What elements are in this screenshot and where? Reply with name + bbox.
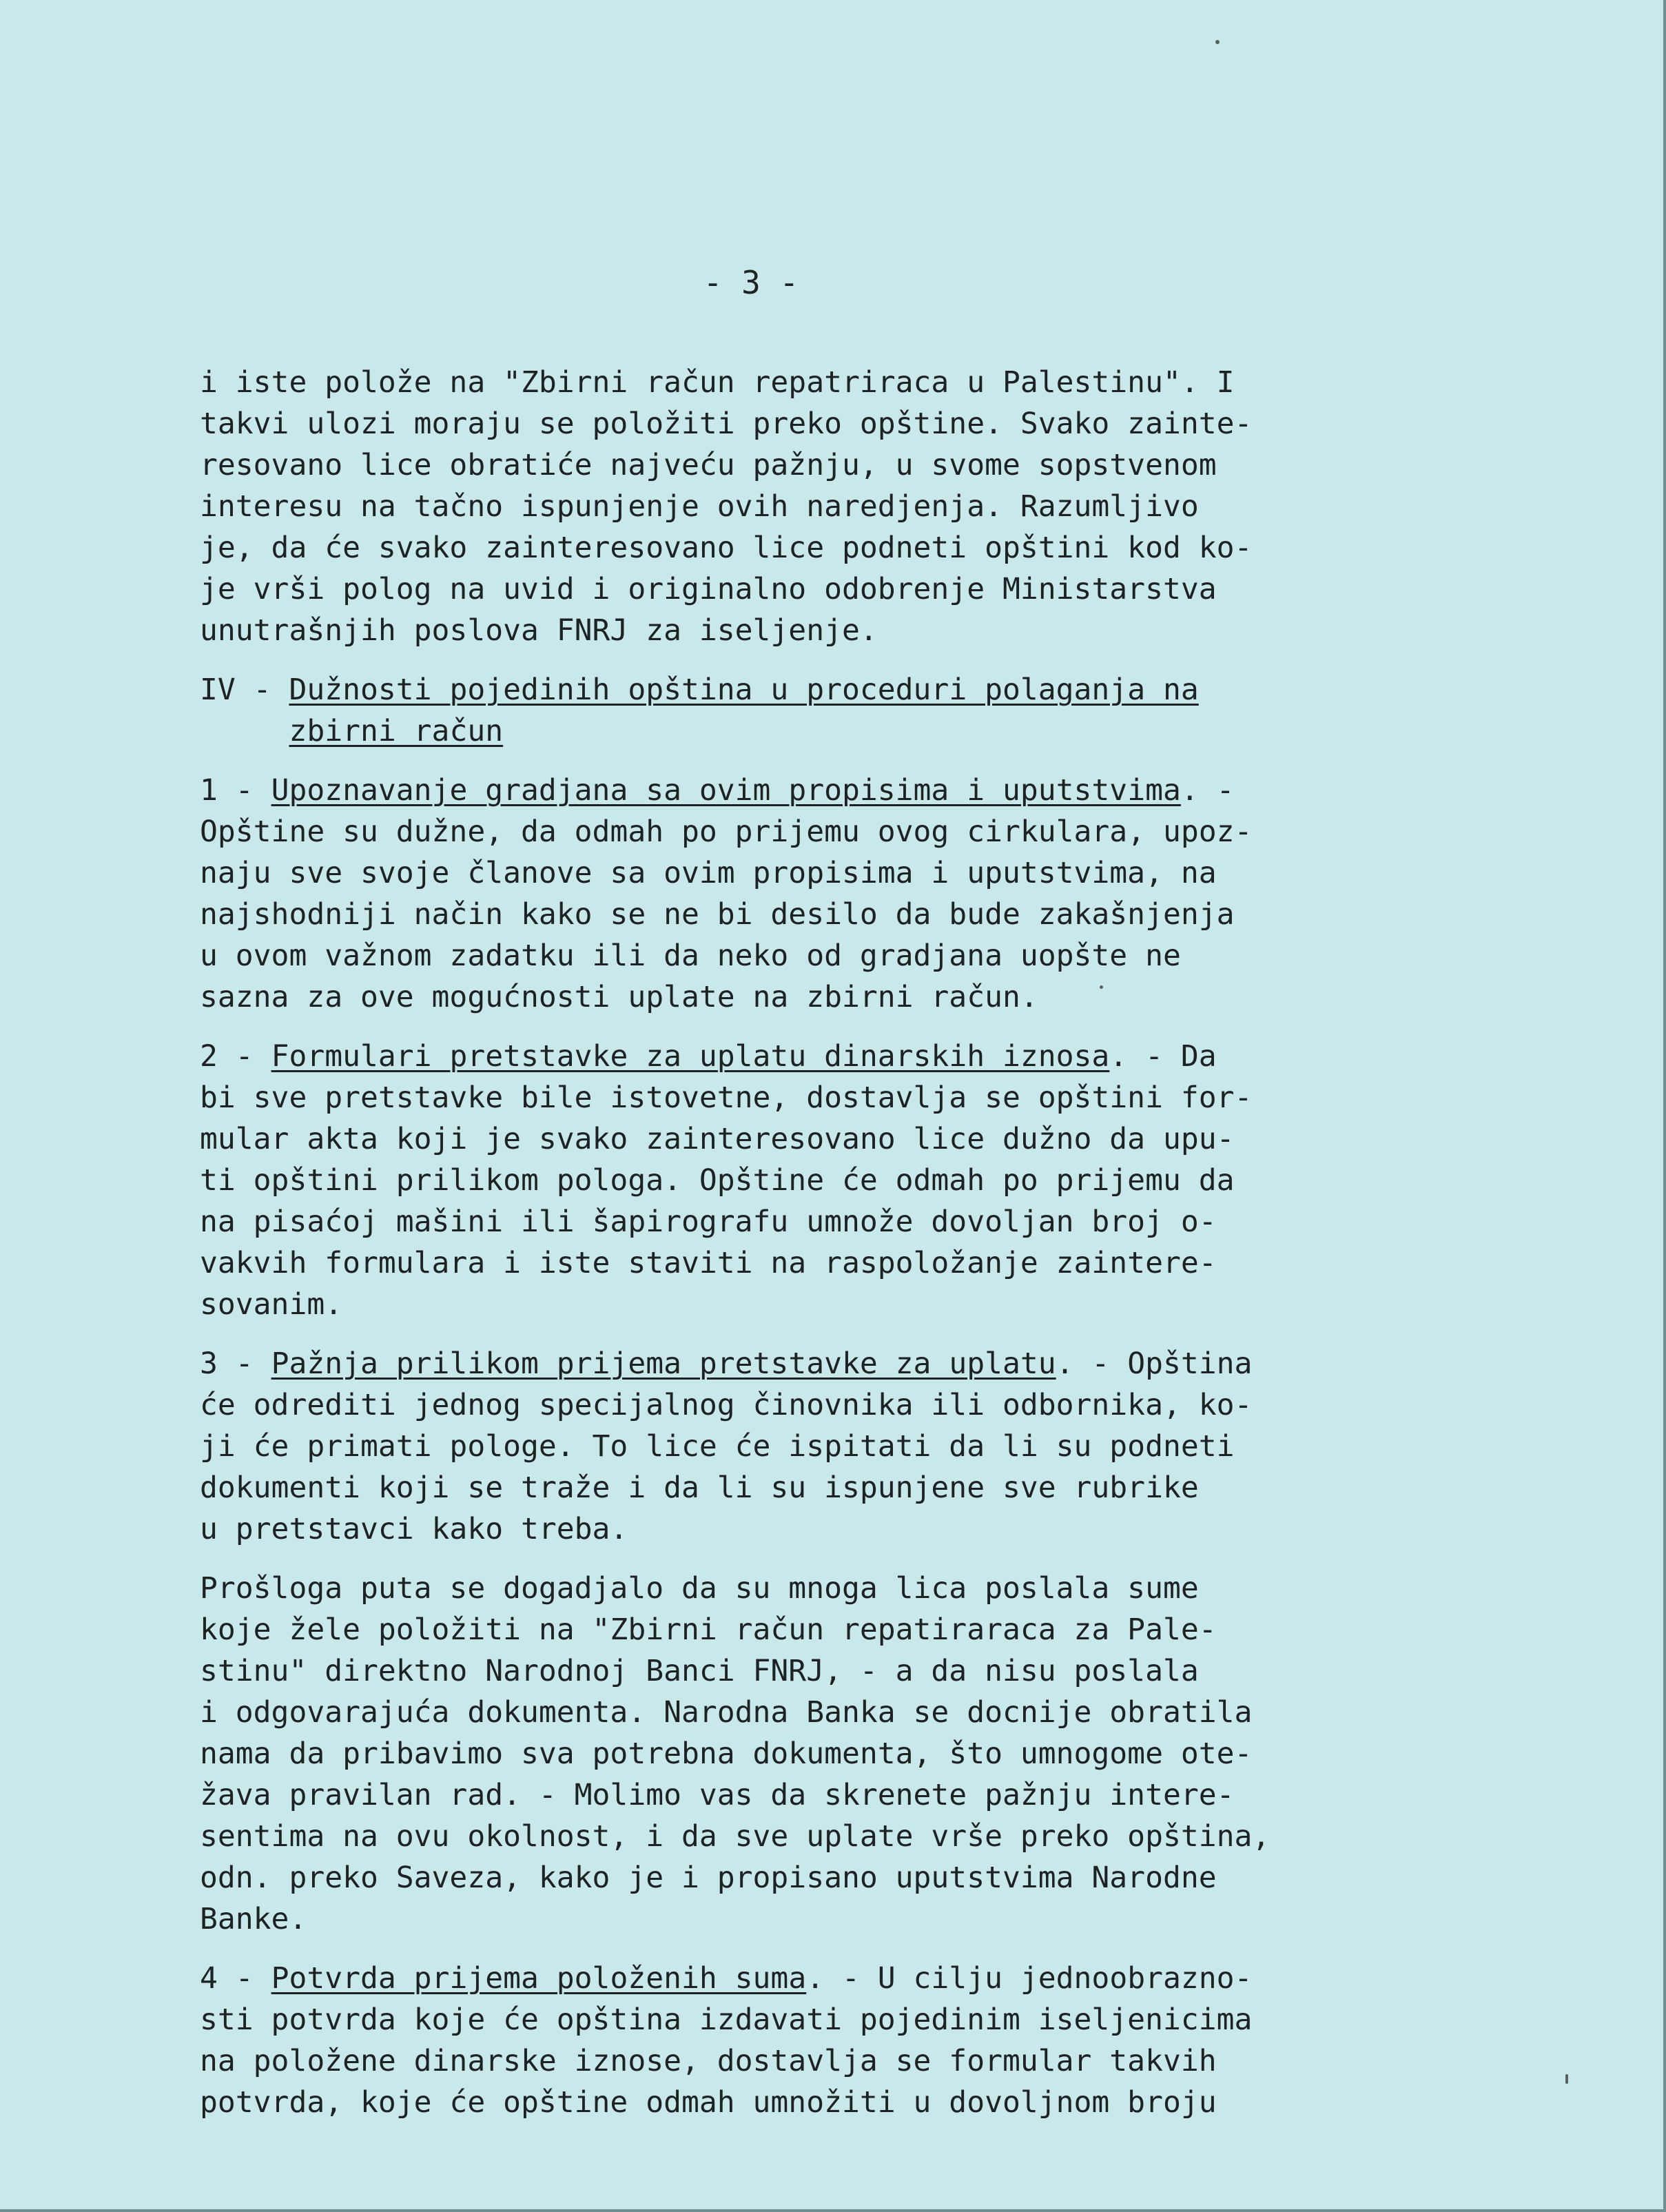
text-line: Prošloga puta se dogadjalo da su mnoga lica poslala sume [200, 1571, 1199, 1606]
text-line: koje žele položiti na "Zbirni račun repatiraraca za Pale- [200, 1612, 1217, 1647]
item-title-suffix: . - U cilju jednoobrazno- [806, 1961, 1253, 1996]
text-line: unutrašnjih poslova FNRJ za iseljenje. [200, 613, 878, 648]
item-4 [200, 1958, 1461, 2123]
text-line: na položene dinarske iznose, dostavlja se formular takvih [200, 2044, 1217, 2078]
text-line: nama da pribavimo sva potrebna dokumenta, što umnogome ote- [200, 1737, 1253, 1771]
paper-speck [1215, 40, 1220, 44]
item-title: Pažnja prilikom prijema pretstavke za uplatu [271, 1346, 1056, 1381]
text-line: Opštine su dužne, da odmah po prijemu ovog cirkulara, upoz- [200, 815, 1253, 849]
item-number: 3 - [200, 1346, 271, 1381]
section-number: IV - [200, 673, 289, 707]
paper-speck [1565, 2074, 1568, 2084]
text-line: i iste polože na "Zbirni račun repatriraca u Palestinu". I [200, 365, 1235, 400]
text-line: takvi ulozi moraju se položiti preko opštine. Svako zainte- [200, 407, 1253, 441]
text-line: sti potvrda koje će opština izdavati pojedinim iseljenicima [200, 2003, 1253, 2037]
item-3 [200, 1343, 1461, 1550]
text-line: na pisaćoj mašini ili šapirografu umnože dovoljan broj o- [200, 1205, 1217, 1239]
item-title-suffix: . - [1180, 773, 1235, 808]
typed-letter [200, 262, 1461, 2141]
item-number: 1 - [200, 773, 271, 808]
text-line: sentima na ovu okolnost, i da sve uplate vrše preko opština, [200, 1819, 1271, 1854]
text-line: resovano lice obratiće najveću pažnju, u svome sopstvenom [200, 448, 1217, 482]
note-paragraph [200, 1568, 1461, 1940]
text-line: će odrediti jednog specijalnog činovnika ili odbornika, ko- [200, 1388, 1253, 1422]
text-line: dokumenti koji se traže i da li su ispunjene sve rubrike [200, 1471, 1199, 1505]
text-line: odn. preko Saveza, kako je i propisano uputstvima Narodne [200, 1861, 1217, 1895]
page-number: - 3 - [703, 264, 799, 301]
text-line: stinu" direktno Narodnoj Banci FNRJ, - a da nisu poslala [200, 1654, 1199, 1688]
section-title: Dužnosti pojedinih opština u proceduri polaganja na [289, 673, 1199, 707]
item-number: 4 - [200, 1961, 271, 1996]
text-line: ji će primati pologe. To lice će ispitati da li su podneti [200, 1429, 1235, 1464]
text-line: je, da će svako zainteresovano lice podneti opštini kod ko- [200, 531, 1253, 565]
text-line: sazna za ove mogućnosti uplate na zbirni račun. [200, 980, 1038, 1014]
item-number: 2 - [200, 1039, 271, 1074]
intro-paragraph [200, 362, 1461, 651]
section-heading [200, 669, 1461, 752]
text-line: ti opštini prilikom pologa. Opštine će odmah po prijemu da [200, 1163, 1235, 1198]
text-line: najshodniji način kako se ne bi desilo da bude zakašnjenja [200, 897, 1235, 932]
text-line: vakvih formulara i iste staviti na raspoložanje zaintere- [200, 1246, 1217, 1280]
item-title: Formulari pretstavke za uplatu dinarskih iznosa [271, 1039, 1110, 1074]
text-line: je vrši polog na uvid i originalno odobrenje Ministarstva [200, 572, 1217, 606]
text-line: mular akta koji je svako zainteresovano lice dužno da upu- [200, 1122, 1235, 1156]
text-line: naju sve svoje članove sa ovim propisima i uputstvima, na [200, 856, 1217, 890]
text-line: potvrda, koje će opštine odmah umnožiti u dovoljnom broju [200, 2085, 1217, 2120]
item-title: Upoznavanje gradjana sa ovim propisima i uputstvima [271, 773, 1181, 808]
text-line: u pretstavci kako treba. [200, 1512, 628, 1546]
item-1 [200, 770, 1461, 1018]
text-line: bi sve pretstavke bile istovetne, dostavlja se opštini for- [200, 1081, 1253, 1115]
text-line: u ovom važnom zadatku ili da neko od gradjana uopšte ne [200, 939, 1181, 973]
section-indent [200, 714, 289, 748]
item-2 [200, 1036, 1461, 1325]
text-line: Banke. [200, 1902, 307, 1936]
section-title-continued: zbirni račun [289, 714, 504, 748]
text-line: interesu na tačno ispunjenje ovih naredjenja. Razumljivo [200, 489, 1199, 524]
text-line: sovanim. [200, 1287, 343, 1322]
item-title: Potvrda prijema položenih suma [271, 1961, 807, 1996]
item-title-suffix: . - Opština [1056, 1346, 1253, 1381]
item-title-suffix: . - Da [1109, 1039, 1217, 1074]
text-line: žava pravilan rad. - Molimo vas da skrenete pažnju intere- [200, 1778, 1235, 1812]
text-line: i odgovarajuća dokumenta. Narodna Banka se docnije obratila [200, 1695, 1253, 1730]
